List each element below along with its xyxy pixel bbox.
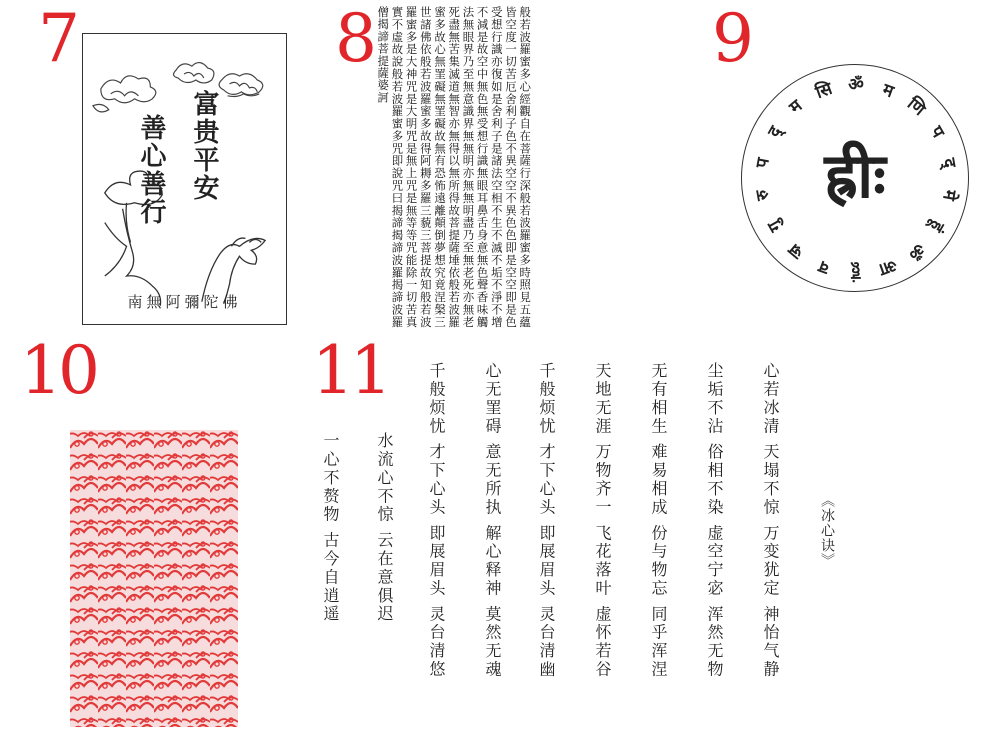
mantra-glyph: ॐ: [848, 75, 864, 95]
mantra-glyph: ज्र: [784, 239, 807, 263]
red-cloud-pattern: [70, 430, 238, 727]
mantra-glyph: हूं: [851, 263, 861, 283]
poem-line-8: 水流心不惊 云在意俱迟: [375, 432, 394, 624]
poem-line-3: 无有相生 难易相成 份与物忘 同乎浑涅: [649, 362, 668, 679]
blessing-card: [82, 33, 287, 325]
section-number-7: 7: [38, 0, 76, 77]
section-number-10: 10: [20, 332, 96, 409]
blessing-right-text: 富贵平安: [189, 90, 219, 202]
poem-line-5: 千般烦忧 才下心头 即展眉头 灵台清幽: [537, 362, 556, 679]
mantra-glyph: मे: [937, 188, 960, 203]
section-number-8: 8: [335, 0, 373, 77]
section-number-9: 9: [712, 0, 750, 77]
heart-sutra-text: 般若波羅蜜多心經觀自在菩薩行深般若波羅蜜多時照見五蘊皆空度一切苦厄舍利子色不異空空不異色色即是空空即是色受想行識亦復如是舍利子是諸法空相不生不滅不垢不淨不增不減是故空中無色無受想行識無眼耳鼻舌身意無色聲香味觸法無眼界乃至無意識界無無明亦無無明盡乃至無老死亦無老死盡無苦集滅道無智亦無得以無所得故菩提薩埵依般若波羅蜜多故心無罣礙無罣礙故無有恐怖遠離顛倒夢想究竟涅槃三世諸佛依般若波羅蜜多故得阿耨多羅三藐三菩提故知般若波羅蜜多是大神咒是大明咒是無上咒是無等等咒能除一切苦真實不虛故說般若波羅蜜多咒即說咒曰揭諦揭諦波羅揭諦波羅僧揭諦菩提薩婆訶: [376, 6, 533, 328]
poem-line-9: 一心不赘物 古今自逍遥: [321, 432, 340, 624]
mantra-glyph: सि: [812, 78, 835, 103]
heart-sutra-block: [376, 2, 681, 332]
section-number-11: 11: [312, 332, 388, 409]
mantra-circle: [741, 64, 969, 292]
mantra-glyph: प: [926, 122, 949, 142]
poem-line-6: 心无罣碍 意无所执 解心释神 莫然无魂: [483, 362, 502, 679]
blessing-left-text: 善心善行: [136, 114, 166, 226]
seed-syllable-glyph: ह्रीः: [824, 138, 886, 212]
mantra-glyph: णि: [903, 93, 930, 121]
mantra-glyph: गु: [763, 216, 786, 236]
mantra-glyph: आ: [876, 254, 900, 280]
mantra-glyph: व: [815, 256, 832, 279]
mantra-glyph: म: [785, 96, 806, 118]
poem-line-2: 尘垢不沾 俗相不染 虚空宁宓 浑然无物: [705, 362, 724, 679]
buddha-name-text: 南無阿彌陀佛: [127, 293, 242, 311]
cloud-pattern-icon: [70, 430, 238, 727]
mantra-glyph: ॐ: [904, 238, 929, 264]
mantra-glyph: प: [752, 156, 775, 170]
mantra-glyph: हूं: [926, 217, 949, 235]
poem-line-7: 千般烦忧 才下心头 即展眉头 灵台清悠: [427, 362, 446, 679]
mantra-glyph: द्: [937, 156, 960, 169]
poem-line-1: 心若冰清 天塌不惊 万变犹定 神怡气静: [761, 362, 780, 679]
poem-line-4: 天地无涯 万物齐一 飞花落叶 虚怀若谷: [593, 362, 612, 679]
mantra-glyph: म: [879, 79, 897, 102]
mantra-glyph: द्: [763, 123, 786, 141]
cloud-and-hands-illustration: [83, 34, 286, 324]
poem-title: 《冰心诀》: [819, 493, 835, 568]
mantra-glyph: रु: [752, 188, 775, 203]
